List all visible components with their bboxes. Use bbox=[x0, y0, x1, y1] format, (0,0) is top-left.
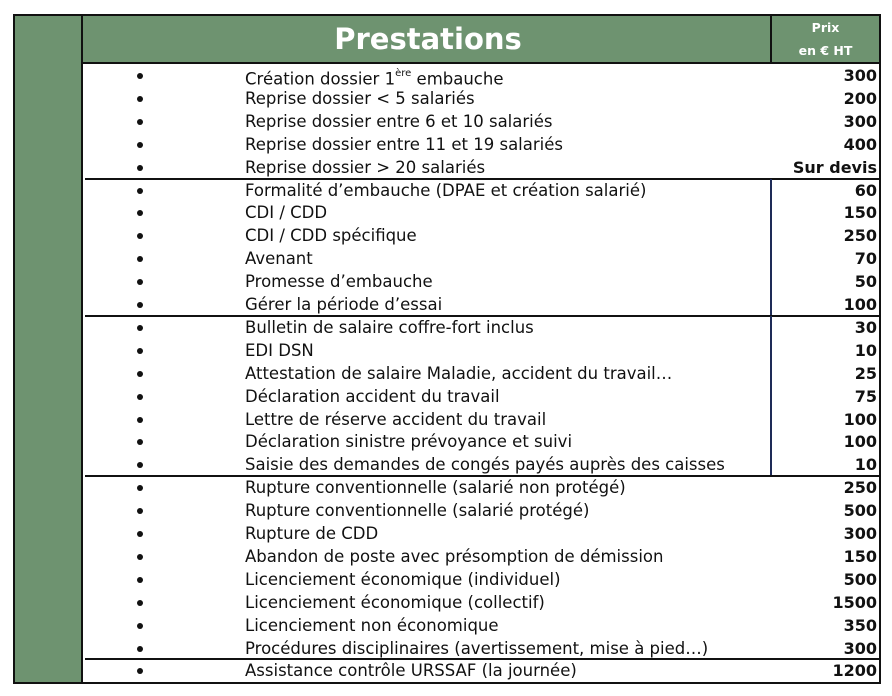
service-price: 75 bbox=[854, 386, 877, 406]
bullet-icon bbox=[137, 325, 143, 331]
service-label bbox=[245, 339, 314, 362]
column-divider bbox=[770, 179, 772, 316]
table-row bbox=[85, 545, 879, 568]
bullet-icon bbox=[137, 96, 143, 102]
service-label bbox=[245, 408, 546, 431]
service-price: 150 bbox=[843, 203, 877, 223]
bullet-icon bbox=[137, 371, 143, 377]
service-label bbox=[245, 133, 563, 156]
table-row bbox=[85, 637, 879, 660]
service-label-text: Lettre de réserve accident du travail bbox=[245, 409, 547, 429]
bullet-icon bbox=[137, 256, 143, 262]
service-price: 500 bbox=[843, 501, 877, 521]
table-row bbox=[85, 224, 879, 247]
service-label-text: Création dossier 1 bbox=[245, 69, 396, 89]
service-label bbox=[245, 64, 504, 87]
bullet-icon bbox=[137, 600, 143, 606]
service-price: 300 bbox=[843, 638, 877, 658]
service-label bbox=[245, 659, 577, 682]
service-label bbox=[245, 87, 475, 110]
service-price: 150 bbox=[843, 546, 877, 566]
table-row bbox=[85, 499, 879, 522]
service-label-text: Reprise dossier entre 11 et 19 salariés bbox=[245, 134, 563, 154]
service-label bbox=[245, 614, 499, 637]
service-price: 10 bbox=[854, 340, 877, 360]
service-price: 30 bbox=[854, 317, 877, 337]
service-price: 60 bbox=[854, 180, 877, 200]
service-label bbox=[245, 476, 626, 499]
service-label bbox=[245, 545, 663, 568]
bullet-icon bbox=[137, 577, 143, 583]
service-price: 300 bbox=[843, 66, 877, 85]
bullet-icon bbox=[137, 233, 143, 239]
service-label bbox=[245, 591, 545, 614]
service-label-text: Avenant bbox=[245, 249, 313, 269]
table-row bbox=[85, 133, 879, 156]
bullet-icon bbox=[137, 668, 143, 674]
bullet-icon bbox=[137, 646, 143, 652]
table-row bbox=[85, 179, 879, 202]
table-row bbox=[85, 476, 879, 499]
service-label-text: Reprise dossier < 5 salariés bbox=[245, 88, 475, 108]
price-header-line2: en € HT bbox=[798, 43, 853, 58]
service-label-text: Déclaration sinistre prévoyance et suivi bbox=[245, 432, 573, 452]
service-price: 400 bbox=[843, 134, 877, 154]
bullet-icon bbox=[137, 165, 143, 171]
service-price: 1200 bbox=[832, 661, 877, 681]
service-label-text: CDI / CDD spécifique bbox=[245, 226, 417, 246]
bullet-icon bbox=[137, 119, 143, 125]
bullet-icon bbox=[137, 348, 143, 354]
table-row bbox=[85, 430, 879, 453]
service-label bbox=[245, 316, 534, 339]
left-green-column bbox=[15, 16, 83, 682]
service-label bbox=[245, 385, 500, 408]
bullet-icon bbox=[137, 417, 143, 423]
service-label-text: Reprise dossier > 20 salariés bbox=[245, 157, 486, 177]
table-row bbox=[85, 156, 879, 179]
table-row bbox=[85, 522, 879, 545]
table-row bbox=[85, 110, 879, 133]
service-label bbox=[245, 247, 313, 270]
table-row bbox=[85, 408, 879, 431]
service-price: 500 bbox=[843, 569, 877, 589]
table-row bbox=[85, 270, 879, 293]
service-label-text: Gérer la période d’essai bbox=[245, 295, 443, 314]
service-label-text: Licenciement non économique bbox=[245, 615, 499, 635]
service-price: 300 bbox=[843, 524, 877, 543]
service-label bbox=[245, 179, 646, 202]
service-price: 100 bbox=[843, 409, 877, 429]
service-price: 300 bbox=[843, 111, 877, 131]
service-label bbox=[245, 270, 433, 293]
service-price: 25 bbox=[854, 363, 877, 383]
service-label bbox=[245, 568, 561, 591]
service-label-text: Reprise dossier entre 6 et 10 salariés bbox=[245, 111, 553, 131]
service-price: 100 bbox=[843, 295, 877, 314]
service-label-text: Abandon de poste avec présomption de démission bbox=[245, 546, 664, 566]
column-divider bbox=[770, 316, 772, 476]
service-label bbox=[245, 362, 672, 385]
table-row bbox=[85, 339, 879, 362]
bullet-icon bbox=[137, 462, 143, 468]
service-price: 100 bbox=[843, 432, 877, 452]
table-row bbox=[85, 201, 879, 224]
table-row bbox=[85, 614, 879, 637]
table-title: Prestations bbox=[334, 22, 522, 56]
service-label-text: Rupture de CDD bbox=[245, 524, 379, 543]
service-label bbox=[245, 637, 708, 660]
bullet-icon bbox=[137, 554, 143, 560]
service-label-text: EDI DSN bbox=[245, 340, 314, 360]
service-label-text: Bulletin de salaire coffre-fort inclus bbox=[245, 317, 534, 337]
bullet-icon bbox=[137, 531, 143, 537]
table-row bbox=[85, 293, 879, 316]
service-label-text: Promesse d’embauche bbox=[245, 272, 433, 292]
service-label-text: Déclaration accident du travail bbox=[245, 386, 500, 406]
service-label-superscript: ère bbox=[395, 68, 412, 79]
bullet-icon bbox=[137, 439, 143, 445]
service-label-text: Licenciement économique (collectif) bbox=[245, 592, 545, 612]
table-row bbox=[85, 362, 879, 385]
service-price: 1500 bbox=[832, 592, 877, 612]
service-label-text: CDI / CDD bbox=[245, 203, 328, 223]
table-row bbox=[85, 591, 879, 614]
service-label bbox=[245, 430, 572, 453]
table-row bbox=[85, 453, 879, 476]
table-row bbox=[85, 568, 879, 591]
service-price: 350 bbox=[843, 615, 877, 635]
bullet-icon bbox=[137, 142, 143, 148]
table-row bbox=[85, 64, 879, 87]
service-label bbox=[245, 156, 485, 179]
service-label-text: Licenciement économique (individuel) bbox=[245, 569, 561, 589]
price-header-line1: Prix bbox=[811, 20, 840, 35]
bullet-icon bbox=[137, 623, 143, 629]
service-label-suffix: embauche bbox=[411, 69, 504, 89]
bullet-icon bbox=[137, 188, 143, 194]
bullet-icon bbox=[137, 485, 143, 491]
bullet-icon bbox=[137, 302, 143, 308]
table-row bbox=[85, 316, 879, 339]
service-label bbox=[245, 293, 442, 316]
service-label bbox=[245, 522, 378, 545]
service-label-text: Assistance contrôle URSSAF (la journée) bbox=[245, 661, 577, 681]
service-label-text: Rupture conventionnelle (salarié protégé) bbox=[245, 501, 590, 521]
table-row bbox=[85, 247, 879, 270]
service-label bbox=[245, 453, 725, 476]
bullet-icon bbox=[137, 279, 143, 285]
service-label-text: Saisie des demandes de congés payés auprès des caisses bbox=[245, 455, 725, 475]
pricing-table bbox=[13, 14, 881, 684]
service-label-text: Rupture conventionnelle (salarié non protégé) bbox=[245, 478, 626, 498]
table-row bbox=[85, 87, 879, 110]
service-label bbox=[245, 224, 417, 247]
price-column-header bbox=[772, 16, 879, 62]
service-label-text: Attestation de salaire Maladie, accident du travail… bbox=[245, 363, 673, 383]
bullet-icon bbox=[137, 73, 143, 79]
service-price: 250 bbox=[843, 226, 877, 246]
table-row bbox=[85, 659, 879, 682]
service-price: 200 bbox=[843, 88, 877, 108]
service-label bbox=[245, 201, 327, 224]
service-label-text: Formalité d’embauche (DPAE et création salarié) bbox=[245, 180, 647, 200]
bullet-icon bbox=[137, 394, 143, 400]
bullet-icon bbox=[137, 210, 143, 216]
service-price: 250 bbox=[843, 478, 877, 498]
service-price: Sur devis bbox=[792, 157, 877, 177]
bullet-icon bbox=[137, 508, 143, 514]
table-row bbox=[85, 385, 879, 408]
service-price: 10 bbox=[854, 455, 877, 475]
service-label-text: Procédures disciplinaires (avertissement, mise à pied…) bbox=[245, 638, 709, 658]
service-price: 50 bbox=[854, 272, 877, 292]
service-price: 70 bbox=[854, 249, 877, 269]
service-label bbox=[245, 499, 589, 522]
service-label bbox=[245, 110, 553, 133]
